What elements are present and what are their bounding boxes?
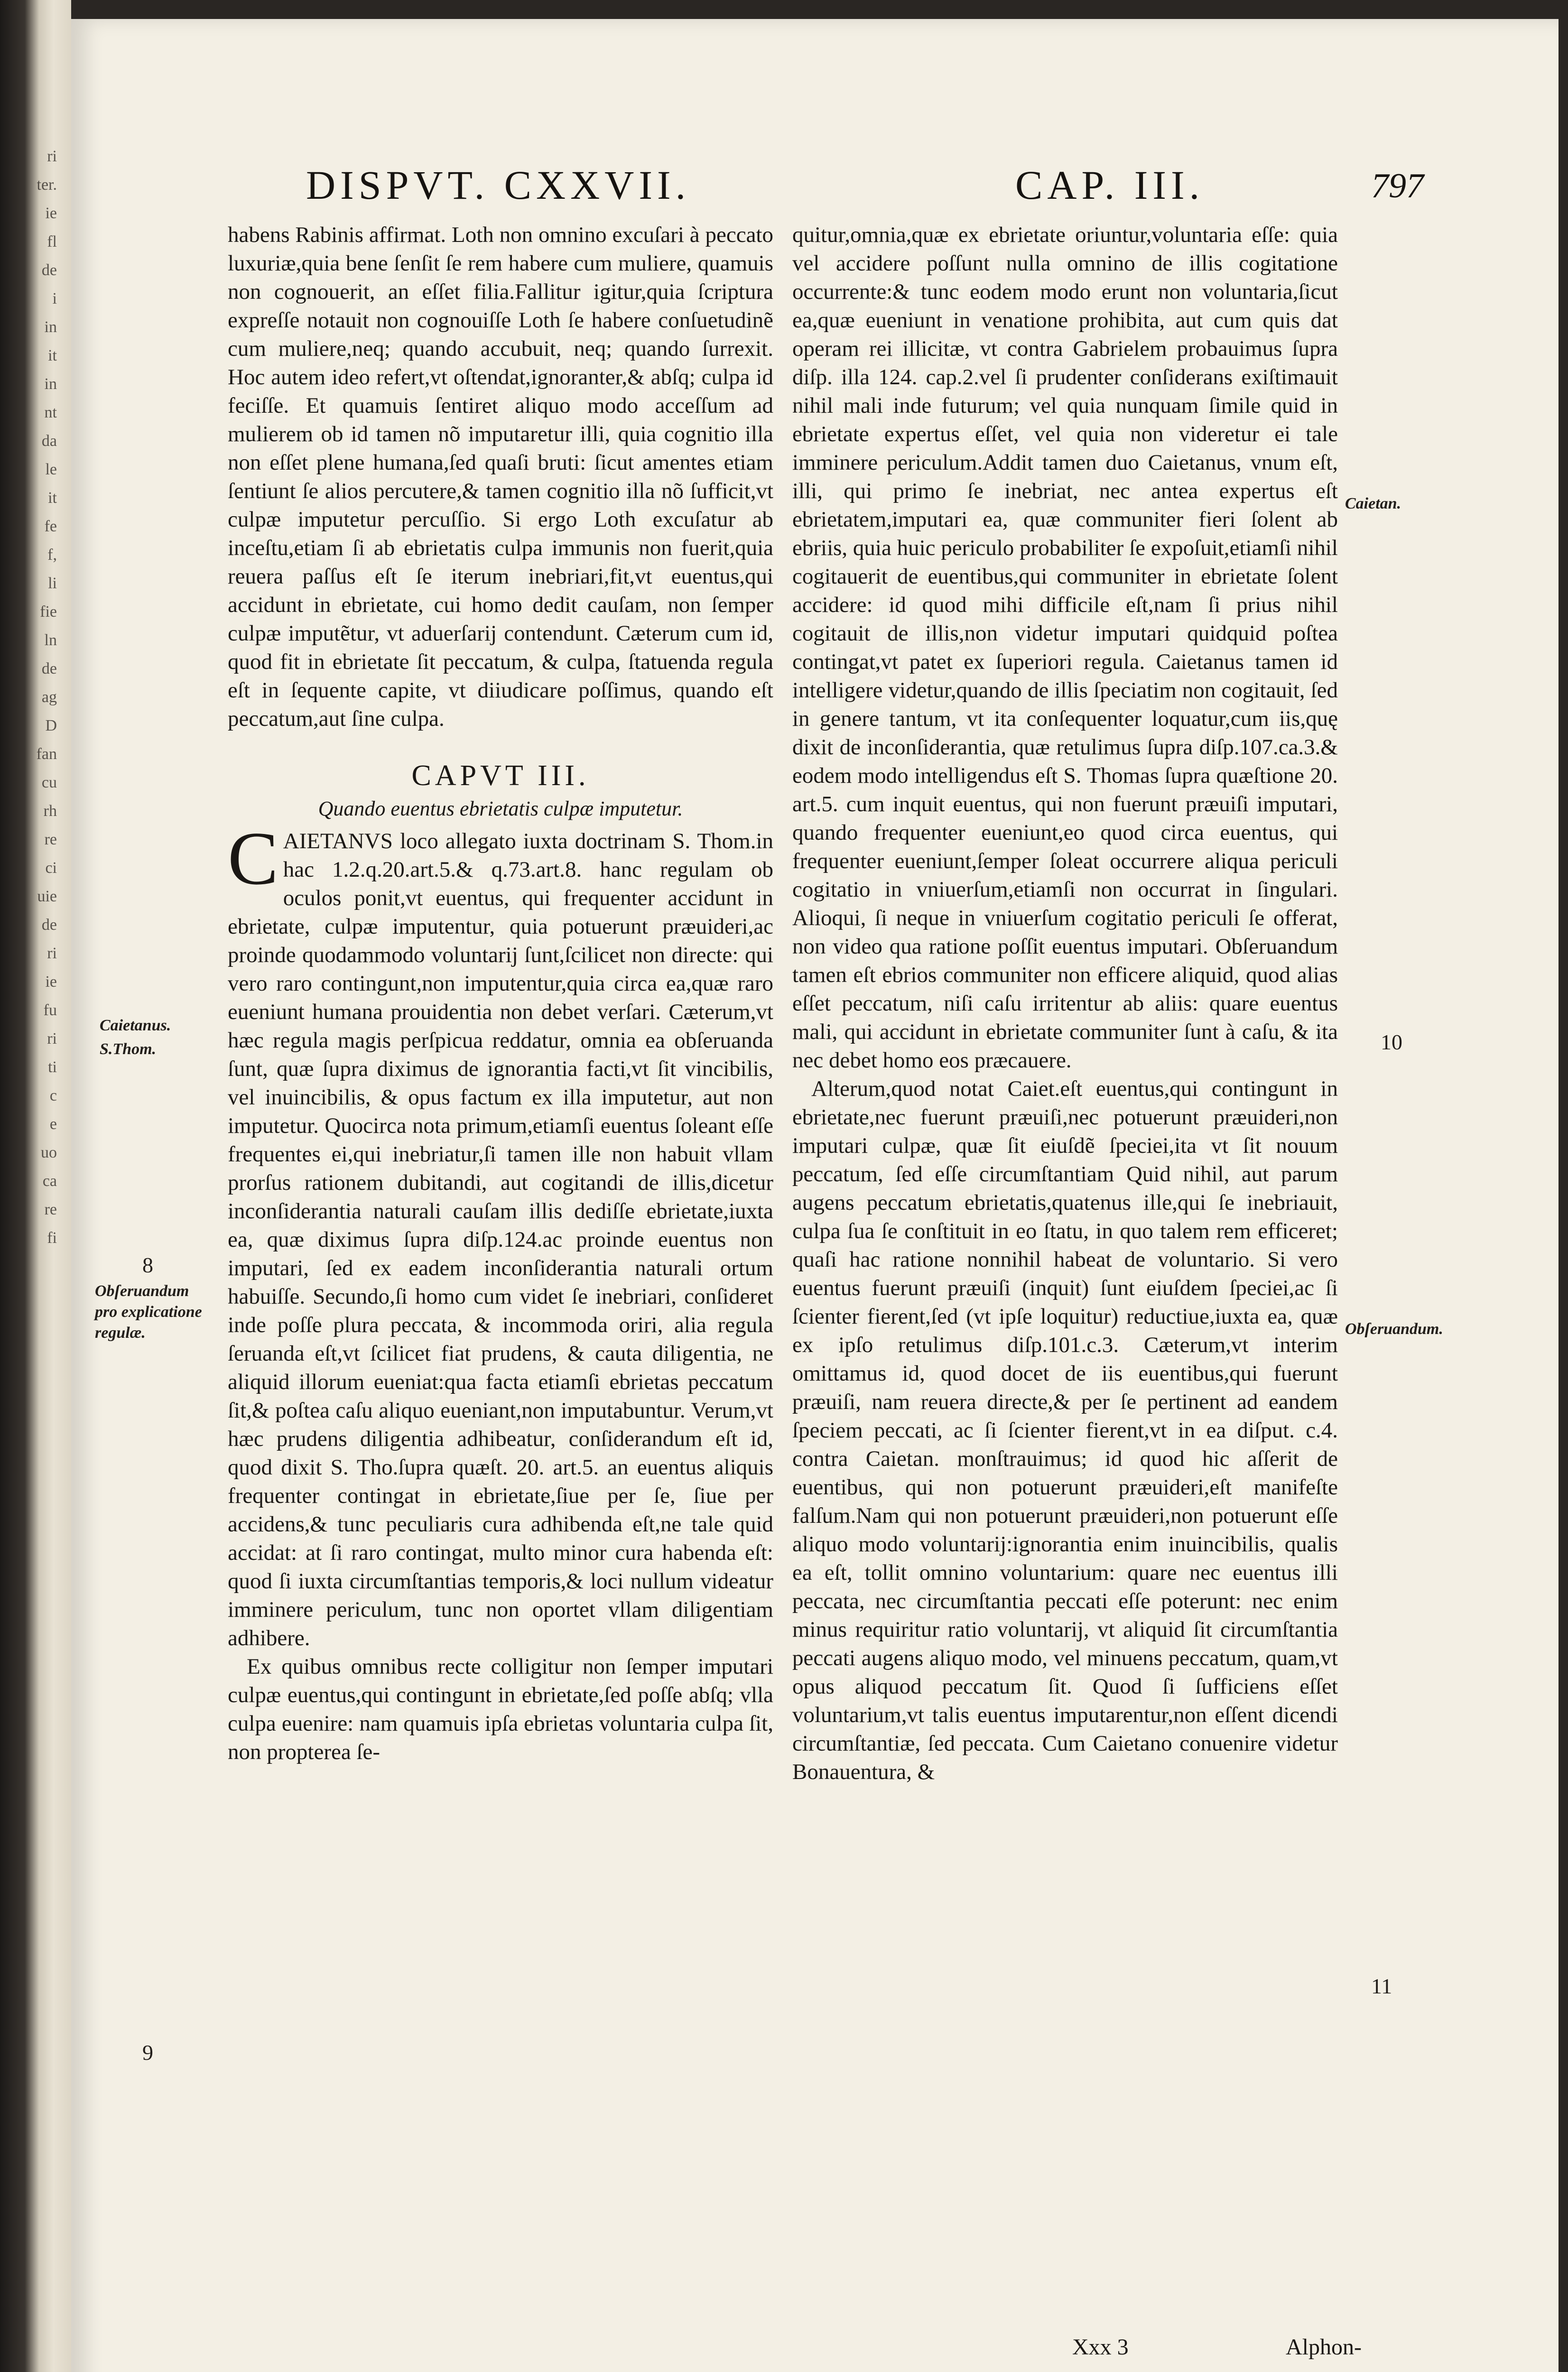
facing-page-fragment: ri: [47, 945, 57, 962]
catchword: Alphon-: [1286, 2335, 1362, 2360]
facing-page-fragment: uo: [41, 1144, 57, 1161]
facing-page-fragment: re: [44, 831, 57, 848]
facing-page-fragment: fi: [47, 1229, 57, 1247]
facing-page-fragment: ti: [48, 1058, 57, 1076]
chapter-subtitle: Quando euentus ebrietatis culpæ imputetur.: [318, 797, 683, 820]
margin-note-obseruandum-right: Obſeruandum.: [1345, 1320, 1443, 1338]
facing-page-fragment: fe: [44, 518, 57, 535]
signature-mark: Xxx 3: [1072, 2335, 1129, 2360]
left-paragraph-3: Ex quibus omnibus recte colligitur non ſemper imputari culpæ euentus,qui contingunt in ebrietate,ſed poſſe abſq; vlla culpa euenire: nam quamuis ipſa ebrietas voluntaria culpa ſit, non propterea ſe-: [228, 1654, 773, 1764]
left-column: [228, 221, 773, 1766]
facing-page-fragment: fu: [43, 1001, 57, 1019]
running-head-left: DISPVT. CXXVII.: [306, 162, 691, 208]
facing-page-fragment: it: [48, 347, 57, 364]
left-paragraph-2-text: AIETANVS loco allegato iuxta doctrinam S. Thom.in hac 1.2.q.20.art.5.& q.73.art.8. hanc regulam ob oculos ponit,vt euentus, qui frequenter accidunt in ebrietate, culpæ imputentur, quia potuerunt præuideri,ac proinde quodammodo voluntarij ſunt,ſcilicet non directe: qui vero raro contingunt,non imputentur,quia circa ea,quæ raro eueniunt humana prouidentia non debet verſari. Cæterum,vt hæc regula magis perſpicua reddatur, omnia ea obſeruanda ſunt, quæ ſupra diximus de ignorantia facti,vt ſit vincibilis, vel inuincibilis, & opus factum ex illa imputetur, aut non imputetur. Quocirca nota primum,etiamſi euentus ſoleant eſſe frequentes ei,qui inebriatur,ſi tamen ille non habuit vllam prorſus rationem dubitandi, aut cogitandi de illis,dicetur inconſiderantia naturali cauſam illis dediſſe ebrietate,iuxta ea, quæ diximus ſupra diſp.124.ac proinde euentus non imputari, ſed ex eadem inconſiderantia naturali ortum habuiſſe. Secundo,ſi homo cum videt ſe inebriari, conſideret inde poſſe plura peccata, & incommoda oriri, alia regula ſeruanda eſt,vt ſcilicet fiat prudens, & cauta diligentia, ne aliquid illorum eueniat:qua facta etiamſi ebrietas peccatum ſit,& poſtea caſu aliquo eueniant,non imputabuntur. Verum,vt hæc prudens diligentia adhibeatur, conſiderandum eſt id, quod dixit S. Tho.ſupra quæſt. 20. art.5. an euentus aliquis frequenter contingat in ebrietate,ſiue per ſe, ſiue per accidens,& tunc peculiaris cura adhibenda eſt,ne tale quid accidat: at ſi raro contingat, multo minor cura habenda eſt: quod ſi iuxta circumſtantias temporis,& loci nullum videatur imminere periculum, tunc non oportet vllam diligentiam adhibere.: [228, 829, 773, 1650]
facing-page-fragment: ie: [45, 973, 57, 991]
drop-capital: C: [228, 816, 278, 900]
facing-page-fragment: c: [49, 1087, 57, 1104]
facing-page-fragment: ca: [42, 1172, 57, 1190]
facing-page-fragment: in: [44, 375, 57, 393]
margin-note-obseruandum-left: Obſeruandum pro explicatione regulæ.: [95, 1282, 202, 1342]
margin-note-caietan-right: Caietan.: [1345, 495, 1401, 512]
right-column: [792, 221, 1338, 1786]
facing-page-fragment: ie: [45, 204, 57, 222]
facing-page-fragment: cu: [41, 774, 57, 791]
margin-number-10: 10: [1381, 1030, 1402, 1054]
left-paragraph-2: [228, 816, 773, 1652]
right-paragraph-1: quitur,omnia,quæ ex ebrietate oriuntur,voluntaria eſſe: quia vel accidere poſſunt nulla omnino de illis cogitatione occurrente:& tunc eodem modo erunt non voluntaria,ſicut ea,quæ eueniunt in venatione prohibita, aut cum quis dat operam rei illicitæ, vt contra Gabrielem probauimus ſupra diſp. illa 124. cap.2.vel ſi prudenter conſiderans exiſtimauit nihil mali inde futurum; vel quia nunquam ſimile quid in ebrietate expertus eſſet, vel quia non videretur ei tale imminere periculum.Addit tamen duo Caietanus, vnum eſt, illi, qui primo ſe inebriat, nec antea expertus eſt ebrietatem,imputari ea, quæ communiter fieri ſolent ab ebriis, quia huic periculo probabiliter ſe expoſuit,etiamſi nihil cogitauerit de euentibus,qui communiter in ebrietate ſolent accidere: id quod mihi difficile eſt,nam ſi prius nihil cogitauit de illis,non videtur imputari quidquid poſtea contingat,vt patet ex ſuperiori regula. Caietanus tamen id intelligere videtur,quando de illis ſpeciatim non cogitauit, ſed in genere tantum, vt ita conſequenter loquatur,cum iis,quę dixit de inconſiderantia, quæ retulimus ſupra diſp.107.ca.3.& eodem modo intelligendus eſt S. Thomas ſupra quæſtione 20. art.5. cum inquit euentus, qui non fuerunt præuiſi imputari, quando frequenter eueniunt,eo quod circa euentus, qui frequenter eueniunt,ſemper ſoleat occurrere aliqua periculi cogitatio in vniuerſum,etiamſi non occurrat in ſingulari. Alioqui, ſi neque in vniuerſum cogitatio periculi ſe offerat, non video qua ratione poſſit euentus imputari. Obſeruandum tamen eſt ebrios communiter non efficere aliquid, quod alias eſſet peccatum, niſi caſu irritentur ab aliis: quare euentus mali, qui accidunt in ebrietate communiter ſunt à caſu, & ita nec debet homo eos præcauere.: [792, 222, 1338, 1073]
facing-page-fragment: fan: [36, 745, 57, 763]
facing-page-fragment: ci: [45, 859, 57, 877]
margin-number-8: 8: [142, 1253, 153, 1277]
facing-page-fragment: da: [41, 432, 57, 450]
left-paragraph-1: habens Rabinis affirmat. Loth non omnino excuſari à peccato luxuriæ,quia bene ſenſit ſe rem habere cum muliere, quamuis non cognouerit, an eſſet filia.Fallitur igitur,quia ſcriptura expreſſe notauit non cognouiſſe Loth ſe habere conſuetudinẽ cum muliere,neq; quando accubuit, neq; quando ſurrexit. Hoc autem ideo refert,vt oſtendat,ignoranter,& abſq; culpa id feciſſe. Et quamuis ſentiret aliquo modo acceſſum ad mulierem ob id tamen nõ imputaretur illi, quia cognitio illa non eſſet plene humana,ſed quaſi bruti: ſicut amentes etiam ſentiunt ſe alios percutere,& tamen cognitio illa nõ ſufficit,vt culpæ imputetur percuſſio. Si ergo Loth excuſatur ab inceſtu,etiam ſi ab ebrietatis culpa immunis non fuerit,quia reuera paſſus eſt ſe iterum inebriari,fit,vt euentus,qui accidunt in ebrietate, cui homo dedit cauſam, non ſemper culpæ imputẽtur, vt aduerſarij contendunt. Cæterum cum id, quod fit in ebrietate ſit peccatum, & culpa, ſtatuenda regula eſt in ſequente capite, vt diiudicare poſſimus, quando eſt peccatum,aut ſine culpa.: [228, 222, 773, 731]
margin-number-9: 9: [142, 2040, 153, 2065]
facing-page-fragments: [0, 142, 57, 2182]
facing-page-fragment: nt: [44, 404, 57, 421]
page-number: 797: [1371, 167, 1424, 205]
facing-page-fragment: uie: [37, 888, 57, 905]
facing-page-fragment: le: [45, 461, 57, 478]
facing-page-fragment: in: [44, 318, 57, 336]
facing-page-fragment: de: [41, 660, 57, 677]
facing-page-fragment: ter.: [37, 176, 57, 194]
chapter-heading: CAPVT III.: [411, 760, 590, 792]
facing-page-fragment: fl: [47, 233, 57, 250]
facing-page-fragment: D: [45, 717, 57, 734]
facing-page-fragment: ag: [41, 688, 57, 706]
facing-page-fragment: re: [44, 1201, 57, 1218]
facing-page-fragment: rh: [43, 802, 57, 820]
facing-page-fragment: ri: [47, 1030, 57, 1047]
facing-page-fragment: it: [48, 489, 57, 507]
facing-page-fragment: i: [52, 290, 57, 307]
right-paragraph-2: Alterum,quod notat Caiet.eſt euentus,qui contingunt in ebrietate,nec fuerunt præuiſi,nec potuerunt præuideri,non imputari culpæ, quæ ſit eiuſdẽ ſpeciei,ita vt ſit nouum peccatum, ſed eſſe circumſtantiam Quid nihil, aut parum augens peccatum ebrietatis,quatenus ille,qui ſe inebriauit, culpa ſua ſe conſtituit in eo ſtatu, in quo talem rem efficeret; quaſi hac ratione nonnihil habeat de voluntario. Si vero euentus fuerunt præuiſi (inquit) ſunt eiuſdem ſpeciei,ac ſi ſcienter fierent,ſed (vt ipſe loquitur) reductiue,iuxta ea, quæ ex ipſo retulimus diſp.101.c.3. Cæterum,vt interim omittamus id, quod docet de iis euentibus,qui fuerunt præuiſi, nam reuera directe,& per ſe pertinent ad eandem ſpeciem peccati, ac ſi ſcienter fierent,vt in ea diſput. c.4. contra Caietan. monſtrauimus; id quod hic aſſerit de euentibus, qui non potuerunt præuideri,eſt manifeſte falſum.Nam qui non potuerunt præuideri,non potuerunt eſſe aliquo modo voluntarij:ignorantia enim inuincibilis, qualis ea eſt, tollit omnino voluntarium: quare nec euentus illi peccata, nec circumſtantia peccati eſſe poterunt: nec enim minus requiritur ratio voluntarij, vt aliquid ſit circumſtantia peccati augens aliquo modo, vel minuens peccatum, quam,vt opus aliquod peccatum ſit. Quod ſi ſufficiens eſſet voluntarium,vt talis euentus imputarentur,non eſſent dicendi circumſtantiæ, ſed peccata. Cum Caietano conuenire videtur Bonauentura, &: [792, 1076, 1338, 1784]
margin-number-11: 11: [1371, 1974, 1392, 1998]
margin-note-s-thom: S.Thom.: [100, 1040, 157, 1058]
facing-page-fragment: ri: [47, 148, 57, 165]
facing-page-fragment: de: [41, 261, 57, 279]
facing-page-fragment: li: [48, 574, 57, 592]
facing-page-fragment: e: [49, 1115, 57, 1133]
facing-page-fragment: fie: [40, 603, 57, 621]
facing-page-fragment: f,: [47, 546, 57, 564]
running-head-right: CAP. III.: [1015, 162, 1205, 208]
margin-note-caietanus: Caietanus.: [100, 1017, 171, 1034]
facing-page-fragment: ln: [44, 631, 57, 649]
book-page: [71, 19, 1559, 2372]
facing-page-fragment: de: [41, 916, 57, 934]
